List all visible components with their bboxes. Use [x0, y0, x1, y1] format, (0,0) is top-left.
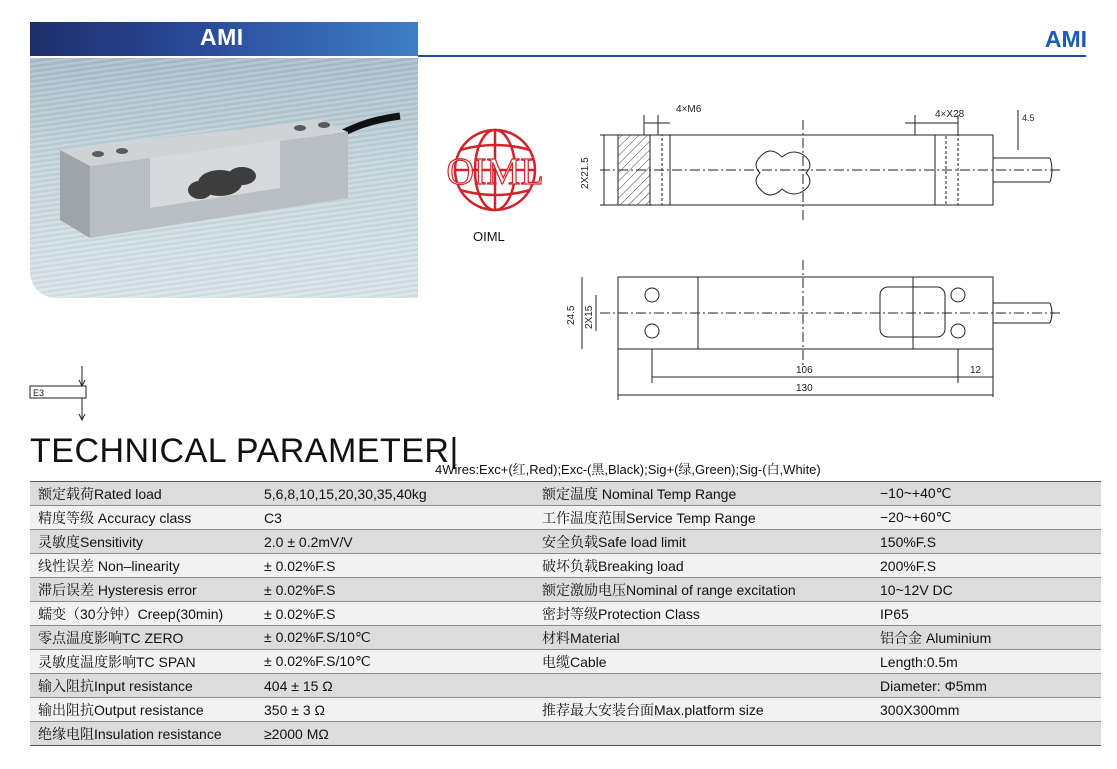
param-value: ≥2000 MΩ: [258, 722, 536, 746]
param-value: ± 0.02%F.S: [258, 578, 536, 602]
table-row: [30, 698, 1101, 722]
symbol-label: E3: [33, 388, 45, 398]
table-row: [30, 578, 1101, 602]
param-label: 电缆Cable: [536, 650, 874, 674]
param-value: Length:0.5m: [874, 650, 1101, 674]
param-label: 工作温度范围Service Temp Range: [536, 506, 874, 530]
param-value: IP65: [874, 602, 1101, 626]
table-row: [30, 626, 1101, 650]
param-value: −10~+40℃: [874, 482, 1101, 506]
param-label: 输出阻抗Output resistance: [30, 698, 258, 722]
oiml-caption: OIML: [473, 229, 505, 244]
param-label: 材料Material: [536, 626, 874, 650]
dim-slots: 4×X28: [935, 109, 965, 120]
param-label: 灵敏度Sensitivity: [30, 530, 258, 554]
param-value: 2.0 ± 0.2mV/V: [258, 530, 536, 554]
param-label: 蠕变（30分钟）Creep(30min): [30, 602, 258, 626]
dim-total-length: 130: [796, 383, 813, 394]
side-view: [566, 260, 1060, 400]
oiml-logo-text: OIML: [446, 151, 544, 193]
table-row: [30, 722, 1101, 746]
param-label: 精度等级 Accuracy class: [30, 506, 258, 530]
param-label: 安全负载Safe load limit: [536, 530, 874, 554]
param-value: [874, 722, 1101, 746]
param-label: 绝缘电阻Insulation resistance: [30, 722, 258, 746]
param-value: 150%F.S: [874, 530, 1101, 554]
table-row: [30, 674, 1101, 698]
dim-holes: 4×M6: [676, 104, 702, 115]
param-label: 线性误差 Non–linearity: [30, 554, 258, 578]
param-value: ± 0.02%F.S/10℃: [258, 650, 536, 674]
param-label: 推荐最大安装台面Max.platform size: [536, 698, 874, 722]
param-value: C3: [258, 506, 536, 530]
table-row: [30, 650, 1101, 674]
header-rule: [418, 55, 1086, 57]
wiring-note: 4Wires:Exc+(红,Red);Exc-(黑,Black);Sig+(绿,Green);Sig-(白,White): [435, 462, 821, 477]
dim-width: 2X21.5: [580, 157, 591, 189]
table-row: [30, 482, 1101, 506]
table-row: [30, 602, 1101, 626]
parameter-table: [30, 481, 1101, 746]
table-row: [30, 554, 1101, 578]
param-label: 破坏负载Breaking load: [536, 554, 874, 578]
param-label: 滞后误差 Hysteresis error: [30, 578, 258, 602]
param-label: 密封等级Protection Class: [536, 602, 874, 626]
param-label: 零点温度影响TC ZERO: [30, 626, 258, 650]
dim-end-offset: 12: [970, 365, 982, 376]
brand-label: AMI: [1044, 26, 1087, 52]
param-value: Diameter: Φ5mm: [874, 674, 1101, 698]
oiml-logo: [440, 118, 550, 223]
param-value: 铝合金 Aluminium: [874, 626, 1101, 650]
param-label: [536, 674, 874, 698]
param-label: 输入阻抗Input resistance: [30, 674, 258, 698]
product-title: AMI: [200, 24, 244, 50]
param-value: 200%F.S: [874, 554, 1101, 578]
param-label: 额定温度 Nominal Temp Range: [536, 482, 874, 506]
technical-drawing: [560, 95, 1060, 405]
param-value: 10~12V DC: [874, 578, 1101, 602]
param-value: ± 0.02%F.S: [258, 554, 536, 578]
table-row: [30, 530, 1101, 554]
table-row: [30, 506, 1101, 530]
param-value: 404 ± 15 Ω: [258, 674, 536, 698]
param-value: ± 0.02%F.S: [258, 602, 536, 626]
top-view: [580, 104, 1060, 220]
param-label: 额定激励电压Nominal of range excitation: [536, 578, 874, 602]
param-value: −20~+60℃: [874, 506, 1101, 530]
param-label: [536, 722, 874, 746]
param-value: 5,6,8,10,15,20,30,35,40kg: [258, 482, 536, 506]
section-title: TECHNICAL PARAMETER|: [30, 432, 459, 470]
dim-right: 4.5: [1022, 113, 1035, 123]
dim-inner-length: 106: [796, 365, 813, 376]
param-label: 额定载荷Rated load: [30, 482, 258, 506]
wiring-symbol: [28, 366, 98, 426]
param-value: 350 ± 3 Ω: [258, 698, 536, 722]
param-value: ± 0.02%F.S/10℃: [258, 626, 536, 650]
param-value: 300X300mm: [874, 698, 1101, 722]
load-cell-image: [30, 58, 418, 298]
param-label: 灵敏度温度影响TC SPAN: [30, 650, 258, 674]
dim-hole-spacing: 2X15: [584, 305, 595, 329]
dim-height: 24.5: [566, 305, 577, 325]
product-photo: [30, 58, 418, 298]
